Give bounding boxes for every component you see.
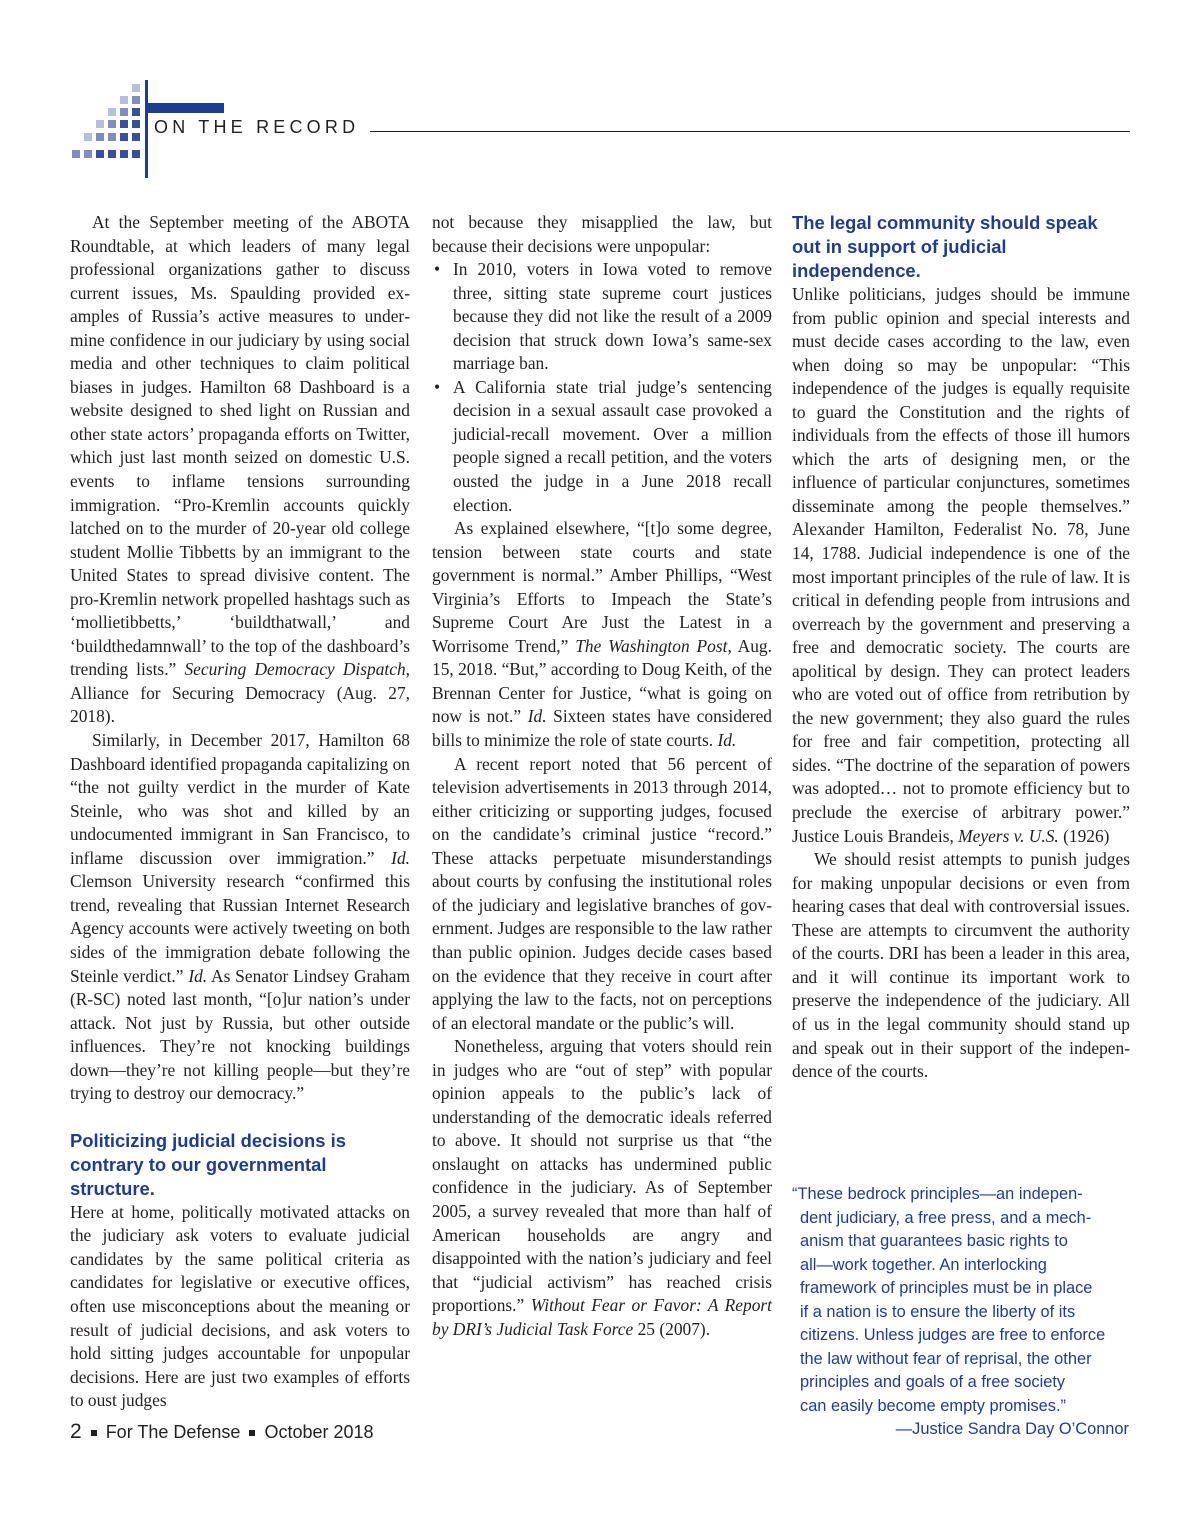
pull-quote-attribution: —Justice Sandra Day O’Connor	[895, 1420, 1129, 1438]
logo-square	[84, 133, 92, 141]
logo-square	[120, 120, 128, 128]
paragraph: Nonetheless, arguing that voters should rein in judges who are “out of step” with popular opinion appeals to the public’s lack of understanding of the democratic ideals referred to above. It should not surprise us that “the onslaught on attacks has undermined public confidence in the judiciary. As of September 2005, a survey revealed that more than half of American households are angry and disappointed with the nation’s judiciary and feel that “judicial activism” has reached crisis proportions.” Without Fear or Favor: A Report by DRI’s Judicial Task Force 25 (2007).	[432, 1036, 772, 1339]
column-3	[792, 211, 1130, 1084]
separator-dot	[91, 1430, 97, 1436]
page-footer	[70, 1420, 374, 1444]
section-heading: The legal community should speak out in support of judicial independence.	[792, 212, 1098, 281]
logo-square	[72, 150, 80, 158]
logo-square	[132, 96, 140, 104]
pull-quote-line: can easily become empty promises.”	[800, 1396, 1066, 1415]
pull-quote-line: if a nation is to ensure the liberty of its	[800, 1302, 1076, 1321]
paragraph: At the September meeting of the ABOTA Roundtable, at which leaders of many legal professional organizations gather to discuss current issues, Ms. Spaulding provided examples of Russia’s active measures to undermine confidence in our judiciary by using social media and other techniques to claim political biases in judges. Hamilton 68 Dashboard is a website designed to shed light on Russian and other state actors’ propaganda efforts on Twitter, which just last month seized on domestic U.S. events to inflame tensions surrounding immigration. “Pro-Kremlin accounts quickly latched on to the murder of 20-year old college student Mollie Tibbetts by an immigrant to the United States to spread divisive content. The pro-Kremlin network propelled hashtags such as ‘mollietibbetts,’ ‘buildthatwall,’ and ‘buildthedamnwall’ to the top of the dashboard’s trending lists.” Securing Democracy Dispatch, Alliance for Securing Democracy (Aug. 27, 2018).	[70, 212, 410, 727]
logo-square	[132, 150, 140, 158]
header-rule	[370, 131, 1130, 132]
bullet-list	[432, 258, 772, 517]
issue-date: October 2018	[264, 1422, 374, 1442]
column-1	[70, 211, 410, 1413]
logo-square	[108, 133, 116, 141]
logo-square	[120, 133, 128, 141]
paragraph: We should resist attempts to punish judges for making unpopular decisions or even from hearing cases that deal with controversial issues. These are attempts to circumvent the authority of the courts. DRI has been a leader in this area, and it will continue its important work to preserve the independence of the judiciary. All of us in the legal community should stand up and speak out in their support of the independence of the courts.	[792, 849, 1130, 1082]
logo-vertical-bar	[145, 80, 148, 178]
list-item: • A California state trial judge’s sentencing decision in a sexual assault case provoked a judicial-recall movement. Over a million people signed a recall petition, and the voters ousted the judge in a June 2018 recall election.	[432, 376, 772, 517]
pull-quote-line: all—work together. An interlocking	[800, 1255, 1047, 1274]
page-number: 2	[70, 1420, 82, 1443]
paragraph: Here at home, politically motivated attacks on the judiciary ask voters to evaluate judicial candidates by the same political criteria as candidates for legislative or executive offices, often use misconceptions about the meaning or result of judicial decisions, and ask voters to hold sitting judges accountable for unpopular decisions. Here are just two examples of efforts to oust judges	[70, 1201, 410, 1411]
logo-square	[120, 96, 128, 104]
logo-square	[96, 150, 104, 158]
pull-quote-line: “These bedrock principles—an indepen-	[792, 1185, 1083, 1203]
logo-square	[84, 150, 92, 158]
section-heading: Politicizing judicial decisions is contrary to our governmental structure.	[70, 1129, 346, 1199]
logo-square	[96, 133, 104, 141]
running-head: ON THE RECORD	[154, 117, 360, 137]
logo-square	[132, 120, 140, 128]
pull-quote-line: dent judiciary, a free press, and a mech-	[800, 1208, 1092, 1227]
paragraph: Unlike politicians, judges should be immune from public opinion and special interests and must decide cases according to the law, even when doing so may be unpopular: “This independence of the judges is equally requisite to guard the Constitution and the rights of individuals from the effects of those ill humors which the arts of designing men, or the influence of particular conjunctures, sometimes disseminate among the people themselves.” Alexander Hamilton, Federalist No. 78, June 14, 1788. Judicial independence is one of the most important principles of the rule of law. It is critical in defending people from intrusions and overreach by the government and preserving a free and democratic society. The courts are apolitical by design. They can protect leaders who are voted out of office from retribution by the new government; they also guard the rules for free and fair competition, protecting all sides. “The doctrine of the separation of powers was adopted… not to promote efficiency but to preclude the exercise of arbitrary power.” Justice Louis Brandeis, Meyers v. U.S. (1926)	[792, 284, 1130, 846]
pull-quote-line: anism that guarantees basic rights to	[800, 1232, 1068, 1250]
logo-horizontal-bar	[146, 103, 224, 113]
logo-square	[132, 108, 140, 116]
logo-square	[108, 108, 116, 116]
list-item: • In 2010, voters in Iowa voted to remove three, sitting state supreme court justices because they did not like the result of a 2009 decision that struck down Iowa’s same-sex marriage ban.	[432, 258, 772, 376]
pull-quote-line: framework of principles must be in place	[800, 1279, 1093, 1297]
pull-quote-line: citizens. Unless judges are free to enforce	[800, 1326, 1106, 1344]
publication-name: For The Defense	[105, 1422, 241, 1442]
separator-dot	[249, 1430, 255, 1436]
column-2	[432, 211, 772, 1341]
logo-square	[120, 150, 128, 158]
logo-square	[108, 120, 116, 128]
paragraph: As explained elsewhere, “[t]o some degree, tension between state courts and state government is normal.” Amber Phillips, “West Virginia’s Efforts to Impeach the State’s Supreme Court Are Just the Latest in a Worrisome Trend,” The Washington Post, Aug. 15, 2018. “But,” according to Doug Keith, of the Brennan Center for Justice, “what is going on now is not.” Id. Sixteen states have considered bills to minimize the role of state courts. Id.	[432, 518, 773, 751]
paragraph: A recent report noted that 56 percent of television advertisements in 2013 through 2014, either criticizing or supporting judges, focused on the candidate’s criminal justice “record.” These attacks perpetuate misunderstandings about courts by confusing the institutional roles of the judiciary and legislative branches of government. Judges are responsible to the law rather than public opinion. Judges decide cases based on the evidence that they receive in court after applying the law to the facts, not on perceptions of an electoral mandate or the public’s will.	[432, 753, 772, 1033]
pull-quote-line: principles and goals of a free society	[800, 1373, 1066, 1391]
logo-square	[96, 120, 104, 128]
pull-quote-line: the law without fear of reprisal, the other	[800, 1349, 1092, 1368]
logo-square	[132, 133, 140, 141]
logo-square	[120, 108, 128, 116]
pull-quote	[792, 1183, 1137, 1442]
paragraph: not because they misapplied the law, but because their decisions were unpopular:	[432, 212, 772, 256]
logo-square	[108, 150, 116, 158]
logo-square	[132, 84, 140, 92]
paragraph: Similarly, in December 2017, Hamilton 68 Dashboard identified propaganda capitalizing on “the not guilty verdict in the murder of Kate Steinle, who was shot and killed by an undocumented immigrant in San Francisco, to inflame discussion over immigration.” Id. Clemson University research “confirmed this trend, revealing that Russian Internet Research Agency accounts were actively tweeting on both sides of the immigration debate following the Steinle verdict.” Id. As Senator Lindsey Graham (R-SC) noted last month, “[o]ur nation’s under attack. Not just by Russia, but other outside influences. They’re not knocking buildings down—they’re not killing people—but they’re trying to destroy our democracy.”	[70, 730, 410, 1104]
